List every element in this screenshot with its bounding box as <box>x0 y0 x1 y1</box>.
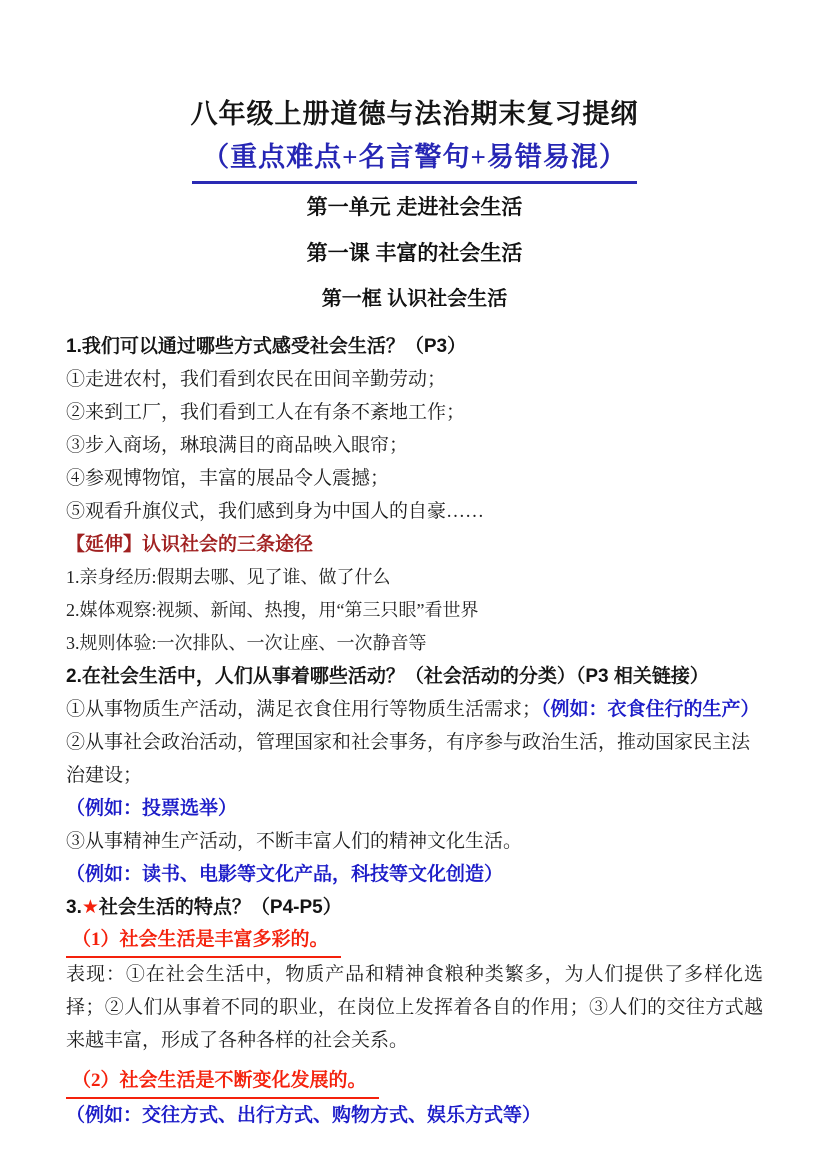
q3-number: 3. <box>66 897 82 918</box>
q1-item-3: ③步入商场，琳琅满目的商品映入眼帘； <box>66 435 409 456</box>
q3-heading-text: 社会生活的特点？（P4-P5） <box>98 897 342 918</box>
q1-item-4: ④参观博物馆，丰富的展品令人震撼； <box>66 468 390 489</box>
extension-item-2: 2.媒体观察:视频、新闻、热搜，用“第三只眼”看世界 <box>66 600 479 620</box>
q2-item-1-text: ①从事物质生产活动，满足衣食住用行等物质生活需求； <box>66 699 542 720</box>
q1-item-2: ②来到工厂，我们看到工人在有条不紊地工作； <box>66 402 466 423</box>
q3-point-1-row <box>66 924 763 958</box>
q2-item-2-example: （例如：投票选举） <box>66 798 238 819</box>
document-body <box>66 330 763 1132</box>
lesson-heading: 第一课 丰富的社会生活 <box>306 242 523 265</box>
q3-point-1: （1）社会生活是丰富多彩的。 <box>66 925 341 958</box>
q2-item-3-example: （例如：读书、电影等文化产品，科技等文化创造） <box>66 864 504 885</box>
question-1-heading: 1.我们可以通过哪些方式感受社会生活？（P3） <box>66 336 467 357</box>
question-3-heading <box>66 891 763 924</box>
extension-heading: 【延伸】认识社会的三条途径 <box>66 534 314 555</box>
q3-point-1-detail: 表现：①在社会生活中，物质产品和精神食粮种类繁多，为人们提供了多样化选择；②人们从事着不同的职业，在岗位上发挥着各自的作用；③人们的交往方式越来越丰富，形成了各种各样的社会关系。 <box>66 964 763 1051</box>
document-subtitle: （重点难点+名言警句+易错易混） <box>192 134 637 184</box>
q3-point-2-example: （例如：交往方式、出行方式、购物方式、娱乐方式等） <box>66 1105 542 1126</box>
document-subtitle-row <box>66 134 763 185</box>
q2-item-1 <box>66 693 763 726</box>
unit-heading: 第一单元 走进社会生活 <box>306 196 523 219</box>
q3-point-2: （2）社会生活是不断变化发展的。 <box>66 1066 379 1099</box>
extension-item-1: 1.亲身经历:假期去哪、见了谁、做了什么 <box>66 567 391 587</box>
question-2-heading: 2.在社会生活中，人们从事着哪些活动？（社会活动的分类）（P3 相关链接） <box>66 666 709 687</box>
q1-item-5: ⑤观看升旗仪式，我们感到身为中国人的自豪…… <box>66 501 485 522</box>
q2-item-1-example: （例如：衣食住行的生产） <box>541 699 760 720</box>
q2-item-2: ②从事社会政治活动，管理国家和社会事务，有序参与政治生活，推动国家民主法治建设； <box>66 732 751 786</box>
star-icon: ★ <box>81 897 99 918</box>
document-title: 八年级上册道德与法治期末复习提纲 <box>190 99 639 129</box>
extension-item-3: 3.规则体验:一次排队、一次让座、一次静音等 <box>66 633 427 653</box>
q2-item-3: ③从事精神生产活动，不断丰富人们的精神文化生活。 <box>66 831 523 852</box>
frame-heading: 第一框 认识社会生活 <box>321 288 508 310</box>
q1-item-1: ①走进农村，我们看到农民在田间辛勤劳动； <box>66 369 447 390</box>
q3-point-2-row <box>66 1065 763 1099</box>
